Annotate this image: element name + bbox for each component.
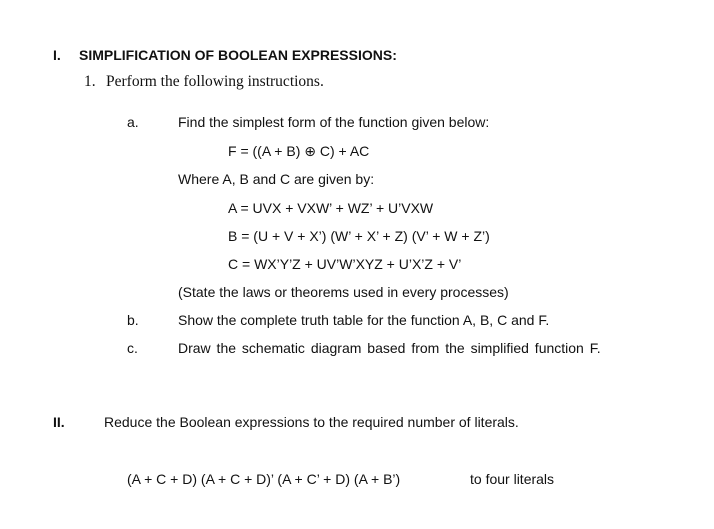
section-1-heading: SIMPLIFICATION OF BOOLEAN EXPRESSIONS: <box>79 47 397 63</box>
item-a-marker: a. <box>127 114 139 130</box>
literal-target: to four literals <box>470 471 555 487</box>
laws-note: (State the laws or theorems used in every processes) <box>178 284 509 300</box>
equation-c: C = WX’Y’Z + UV’W’XYZ + U’X’Z + V’ <box>228 256 462 272</box>
item-c-marker: c. <box>127 340 138 356</box>
section-2-numeral: II. <box>53 414 65 430</box>
equation-b: B = (U + V + X’) (W’ + X’ + Z) (V’ + W + Z’) <box>228 228 490 244</box>
item-c-text: Draw the schematic diagram based from the simplified function F. <box>178 340 601 356</box>
function-f: F = ((A + B) ⊕ C) + AC <box>228 143 370 159</box>
item-1-number: 1. <box>84 73 96 90</box>
section-2-heading: Reduce the Boolean expressions to the required number of literals. <box>104 414 519 430</box>
item-b-text: Show the complete truth table for the function A, B, C and F. <box>178 312 550 328</box>
equation-a: A = UVX + VXW’ + WZ’ + U’VXW <box>228 200 434 216</box>
item-a-instruction: Find the simplest form of the function given below: <box>178 114 490 130</box>
item-b-marker: b. <box>127 312 139 328</box>
section-1-numeral: I. <box>53 47 61 63</box>
where-text: Where A, B and C are given by: <box>178 171 375 187</box>
item-1-text: Perform the following instructions. <box>106 73 324 90</box>
boolean-expression: (A + C + D) (A + C + D)’ (A + C’ + D) (A + B’) <box>127 471 401 487</box>
